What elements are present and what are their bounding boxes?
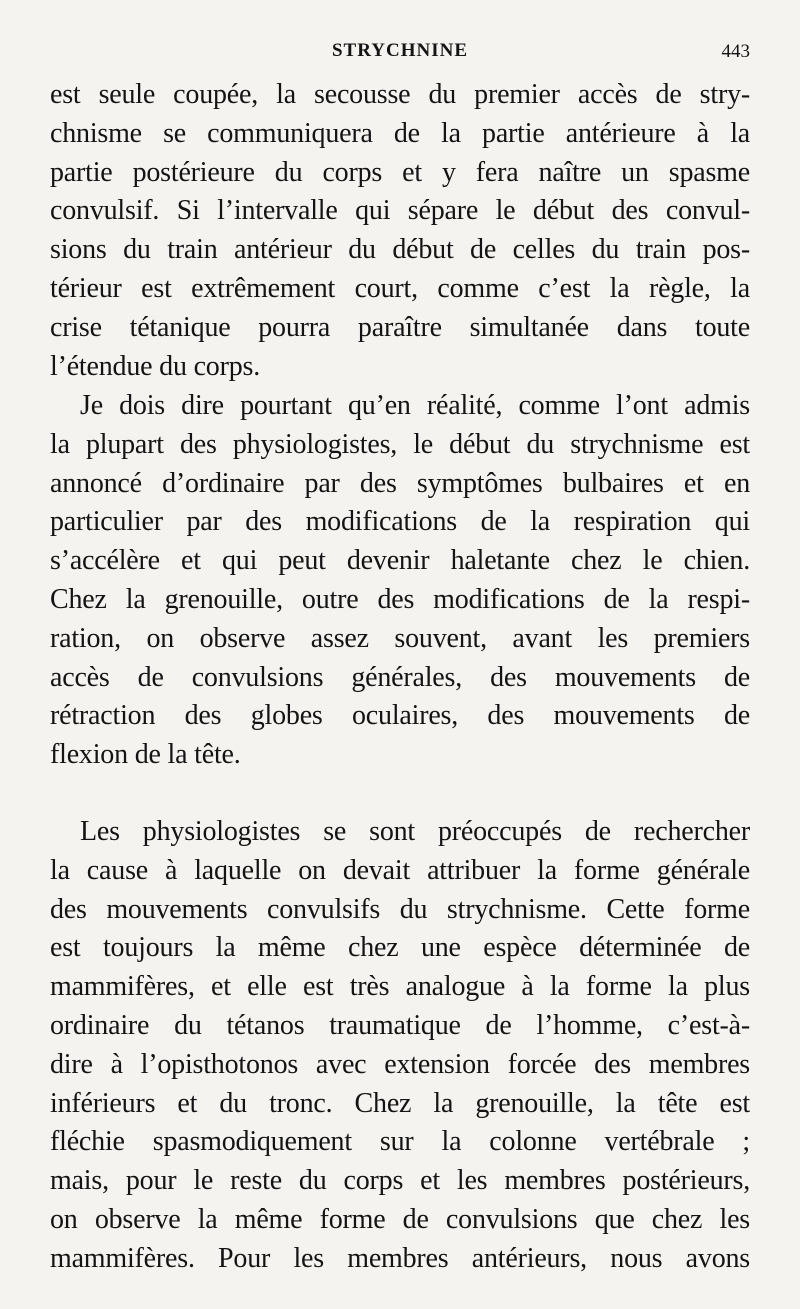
text-line: Chez la grenouille, outre des modifications de la respi- [50, 583, 750, 615]
paragraph-2 [50, 387, 750, 775]
text-line: mais, pour le reste du corps et les membres postérieurs, [50, 1165, 750, 1197]
running-head: STRYCHNINE [331, 40, 469, 61]
text-line: des mouvements convulsifs du strychnisme. Cette forme [50, 893, 750, 925]
text-line: on observe la même forme de convulsions que chez les [50, 1203, 750, 1235]
text-line: rétraction des globes oculaires, des mouvements de [50, 700, 750, 732]
text-line: annoncé d’ordinaire par des symptômes bulbaires et en [50, 467, 750, 499]
text-line: mammifères, et elle est très analogue à la forme la plus [50, 971, 750, 1003]
text-line: particulier par des modifications de la respiration qui [50, 506, 750, 538]
text-line: crise tétanique pourra paraître simultanée dans toute [50, 311, 750, 343]
paragraph-3 [50, 813, 750, 1279]
text-line: s’accélère et qui peut devenir haletante chez le chien. [50, 545, 750, 577]
text-line: sions du train antérieur du début de celles du train pos- [50, 234, 750, 266]
text-line: fléchie spasmodiquement sur la colonne vertébrale ; [50, 1126, 750, 1158]
text-line: l’étendue du corps. [50, 350, 261, 382]
text-line: dire à l’opisthotonos avec extension forcée des membres [50, 1048, 750, 1080]
text-line: ration, on observe assez souvent, avant les premiers [50, 622, 750, 654]
text-line: chnisme se communiquera de la partie antérieure à la [50, 117, 750, 149]
text-line: inférieurs et du tronc. Chez la grenouille, la tête est [50, 1087, 750, 1119]
text-line: flexion de la tête. [50, 739, 241, 771]
text-line: est toujours la même chez une espèce déterminée de [50, 932, 750, 964]
text-line: partie postérieure du corps et y fera naître un spasme [50, 156, 750, 188]
text-line: la plupart des physiologistes, le début du strychnisme est [50, 428, 750, 460]
page-header [50, 40, 750, 70]
text-line: ordinaire du tétanos traumatique de l’homme, c’est-à- [50, 1009, 750, 1041]
text-line: térieur est extrêmement court, comme c’est la règle, la [50, 272, 750, 304]
text-line: mammifères. Pour les membres antérieurs, nous avons [50, 1242, 750, 1274]
page-number: 443 [721, 41, 750, 62]
text-line: Je dois dire pourtant qu’en réalité, comme l’ont admis [80, 390, 750, 421]
text-line: convulsif. Si l’intervalle qui sépare le début des convul- [50, 195, 750, 227]
text-line: accès de convulsions générales, des mouvements de [50, 661, 750, 693]
text-line: la cause à laquelle on devait attribuer la forme générale [50, 854, 750, 886]
text-line: Les physiologistes se sont préoccupés de rechercher [80, 816, 750, 847]
text-line: est seule coupée, la secousse du premier accès de stry- [50, 79, 750, 110]
paragraph-1 [50, 76, 750, 386]
